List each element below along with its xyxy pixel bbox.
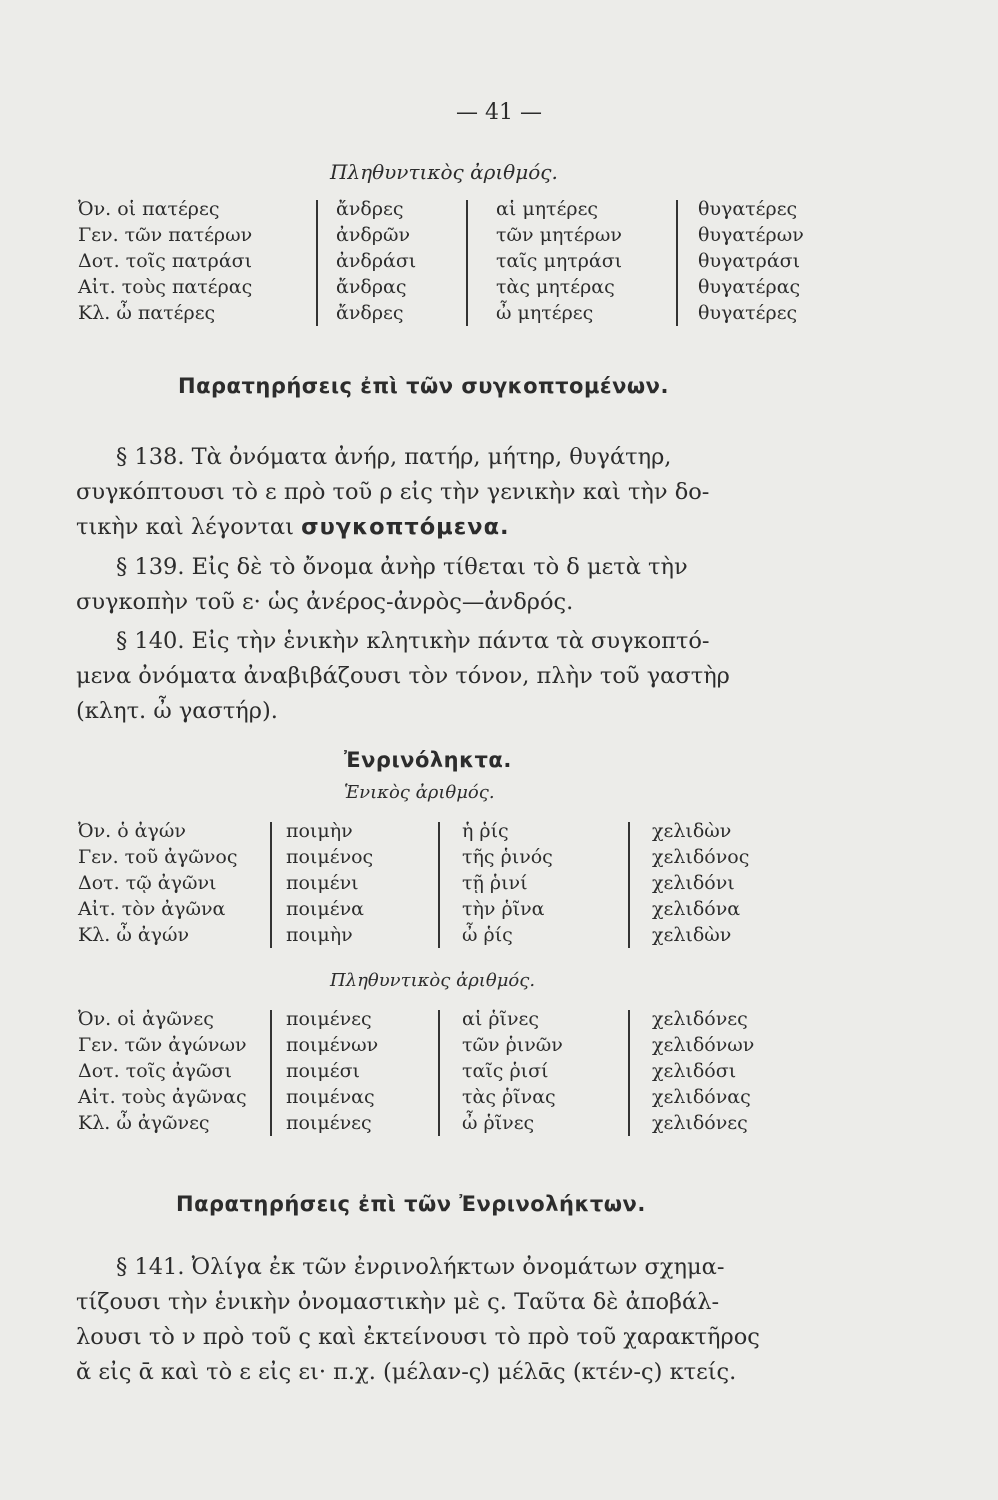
table-cell: ἄνδρας: [336, 276, 407, 298]
table-cell: χελιδόνι: [652, 872, 735, 894]
table-cell: αἱ μητέρες: [496, 198, 599, 220]
poimen-column: [286, 1006, 378, 1136]
table-cell: ταῖς μητράσι: [496, 250, 623, 272]
table-cell: Ὀν. οἱ ἀγῶνες: [78, 1008, 214, 1030]
column-divider: [628, 1010, 630, 1136]
text-line: λουσι τὸ ν πρὸ τοῦ ς καὶ ἐκτείνουσι τὸ πρὸ τοῦ χαρακτῆρος: [76, 1324, 760, 1350]
table-cell: Δοτ. τοῖς ἀγῶσι: [78, 1060, 232, 1082]
table-cell: τὴν ῥῖνα: [462, 898, 545, 920]
table-cell: τῇ ῥινί: [462, 872, 528, 894]
table-cell: θυγατράσι: [698, 250, 801, 272]
paragraph-139: [76, 550, 836, 620]
table-cell: ποιμένι: [286, 872, 359, 894]
text-line: μενα ὀνόματα ἀναβιβάζουσι τὸν τόνον, πλὴν τοῦ γαστὴρ: [76, 663, 730, 689]
column-divider: [438, 1010, 440, 1136]
paragraph-138: [76, 440, 836, 545]
table-cell: τῆς ῥινός: [462, 846, 553, 868]
text-fragment: τικὴν καὶ λέγονται: [76, 514, 302, 540]
paragraph-140: [76, 624, 836, 729]
table-cell: Αἰτ. τὸν ἀγῶνα: [78, 898, 226, 920]
rhis-column: [462, 1006, 563, 1136]
table-cell: θυγατέρες: [698, 198, 798, 220]
table-cell: ὦ ῥίς: [462, 924, 513, 946]
table-cell: ποιμένα: [286, 898, 364, 920]
table-cell: ποιμένος: [286, 846, 374, 868]
table-cell: Γεν. τῶν πατέρων: [78, 224, 253, 246]
singular-number-heading: Ἑνικὸς ἀριθμός.: [344, 782, 495, 803]
table-cell: Κλ. ὦ ἀγών: [78, 924, 190, 946]
table-cell: χελιδόνων: [652, 1034, 755, 1056]
table-cell: χελιδὼν: [652, 820, 732, 842]
table-cell: χελιδόνες: [652, 1008, 748, 1030]
table-cell: Κλ. ὦ πατέρες: [78, 302, 216, 324]
column-divider: [270, 1010, 272, 1136]
table-cell: Αἰτ. τοὺς ἀγῶνας: [78, 1086, 247, 1108]
table-cell: ταῖς ῥισί: [462, 1060, 549, 1082]
table-cell: ἄνδρες: [336, 198, 404, 220]
table-cell: χελιδὼν: [652, 924, 732, 946]
table-cell: ποιμένων: [286, 1034, 379, 1056]
rhis-column: [462, 818, 553, 948]
table-cell: τὰς μητέρας: [496, 276, 615, 298]
table-cell: θυγατέρες: [698, 302, 798, 324]
emphasized-term: συγκοπτόμενα.: [301, 514, 510, 540]
text-line: § 139. Εἰς δὲ τὸ ὄνομα ἀνὴρ τίθεται τὸ δ μετὰ τὴν: [116, 554, 688, 580]
text-line: [76, 510, 836, 545]
text-line: § 138. Τὰ ὀνόματα ἀνήρ, πατήρ, μήτηρ, θυγάτηρ,: [116, 444, 672, 470]
column-divider: [466, 200, 468, 326]
table-cell: ποιμένες: [286, 1112, 372, 1134]
table-cell: χελιδόσι: [652, 1060, 737, 1082]
table-cell: Ὀν. ὁ ἀγών: [78, 820, 186, 842]
table-cell: Ὀν. οἱ πατέρες: [78, 198, 220, 220]
table-cell: θυγατέρων: [698, 224, 804, 246]
enrinolekta-heading: Ἐνρινόληκτα.: [344, 748, 512, 772]
plural-number-heading-2: Πληθυντικὸς ἀριθμός.: [330, 970, 536, 991]
table-cell: Αἰτ. τοὺς πατέρας: [78, 276, 253, 298]
page-number: — 41 —: [456, 100, 542, 125]
table-cell: χελιδόνος: [652, 846, 750, 868]
aner-column: [336, 196, 416, 326]
column-divider: [628, 822, 630, 948]
table-cell: τῶν ῥινῶν: [462, 1034, 563, 1056]
table-cell: ἀνδρῶν: [336, 224, 411, 246]
table-cell: Δοτ. τῷ ἀγῶνι: [78, 872, 217, 894]
table-cell: ἀνδράσι: [336, 250, 417, 272]
table-cell: τῶν μητέρων: [496, 224, 622, 246]
table-cell: ἄνδρες: [336, 302, 404, 324]
syncopated-observations-heading: Παρατηρήσεις ἐπὶ τῶν συγκοπτομένων.: [178, 374, 669, 398]
case-column: [78, 1006, 247, 1136]
chelidon-column: [652, 818, 749, 948]
column-divider: [316, 200, 318, 326]
text-line: συγκοπὴν τοῦ ε· ὡς ἀνέρος-ἀνρὸς—ἀνδρός.: [76, 589, 574, 615]
thygater-column: [698, 196, 804, 326]
plural-number-heading: Πληθυντικὸς ἀριθμός.: [330, 160, 558, 184]
text-line: συγκόπτουσι τὸ ε πρὸ τοῦ ρ εἰς τὴν γενικὴν καὶ τὴν δο-: [76, 479, 710, 505]
declension-table-3: [78, 1006, 798, 1146]
column-divider: [676, 200, 678, 326]
table-cell: ποιμὴν: [286, 924, 353, 946]
table-cell: τὰς ῥῖνας: [462, 1086, 556, 1108]
chelidon-column: [652, 1006, 754, 1136]
table-cell: θυγατέρας: [698, 276, 801, 298]
table-cell: χελιδόνας: [652, 1086, 751, 1108]
text-line: ᾰ εἰς ᾱ καὶ τὸ ε εἰς ει· π.χ. (μέλαν-ς) μέλᾱς (κτέν-ς) κτείς.: [76, 1359, 737, 1385]
table-cell: ποιμὴν: [286, 820, 353, 842]
table-cell: χελιδόνα: [652, 898, 741, 920]
declension-table-1: [78, 196, 804, 336]
table-cell: ὦ ῥῖνες: [462, 1112, 535, 1134]
meter-column: [496, 196, 622, 326]
table-cell: Δοτ. τοῖς πατράσι: [78, 250, 253, 272]
text-line: (κλητ. ὦ γαστήρ).: [76, 698, 278, 724]
table-cell: ποιμένας: [286, 1086, 375, 1108]
table-cell: ὦ μητέρες: [496, 302, 594, 324]
text-line: § 140. Εἰς τὴν ἑνικὴν κλητικὴν πάντα τὰ συγκοπτό-: [116, 628, 710, 654]
enrinolekta-observations-heading: Παρατηρήσεις ἐπὶ τῶν Ἐνρινολήκτων.: [176, 1192, 646, 1216]
table-cell: ἡ ῥίς: [462, 820, 509, 842]
paragraph-141: [76, 1250, 836, 1390]
table-cell: χελιδόνες: [652, 1112, 748, 1134]
text-line: τίζουσι τὴν ἑνικὴν ὀνομαστικὴν μὲ ς. Ταῦτα δὲ ἀποβάλ-: [76, 1289, 720, 1315]
table-cell: Γεν. τοῦ ἀγῶνος: [78, 846, 238, 868]
column-divider: [270, 822, 272, 948]
table-cell: Γεν. τῶν ἀγώνων: [78, 1034, 247, 1056]
poimen-column: [286, 818, 373, 948]
case-column: [78, 818, 238, 948]
case-column: [78, 196, 252, 326]
table-cell: αἱ ῥῖνες: [462, 1008, 539, 1030]
table-cell: ποιμένες: [286, 1008, 372, 1030]
declension-table-2: [78, 818, 798, 958]
table-cell: Κλ. ὦ ἀγῶνες: [78, 1112, 210, 1134]
column-divider: [438, 822, 440, 948]
table-cell: ποιμέσι: [286, 1060, 360, 1082]
text-line: § 141. Ὀλίγα ἐκ τῶν ἐνρινολήκτων ὀνομάτων σχημα-: [116, 1254, 725, 1280]
